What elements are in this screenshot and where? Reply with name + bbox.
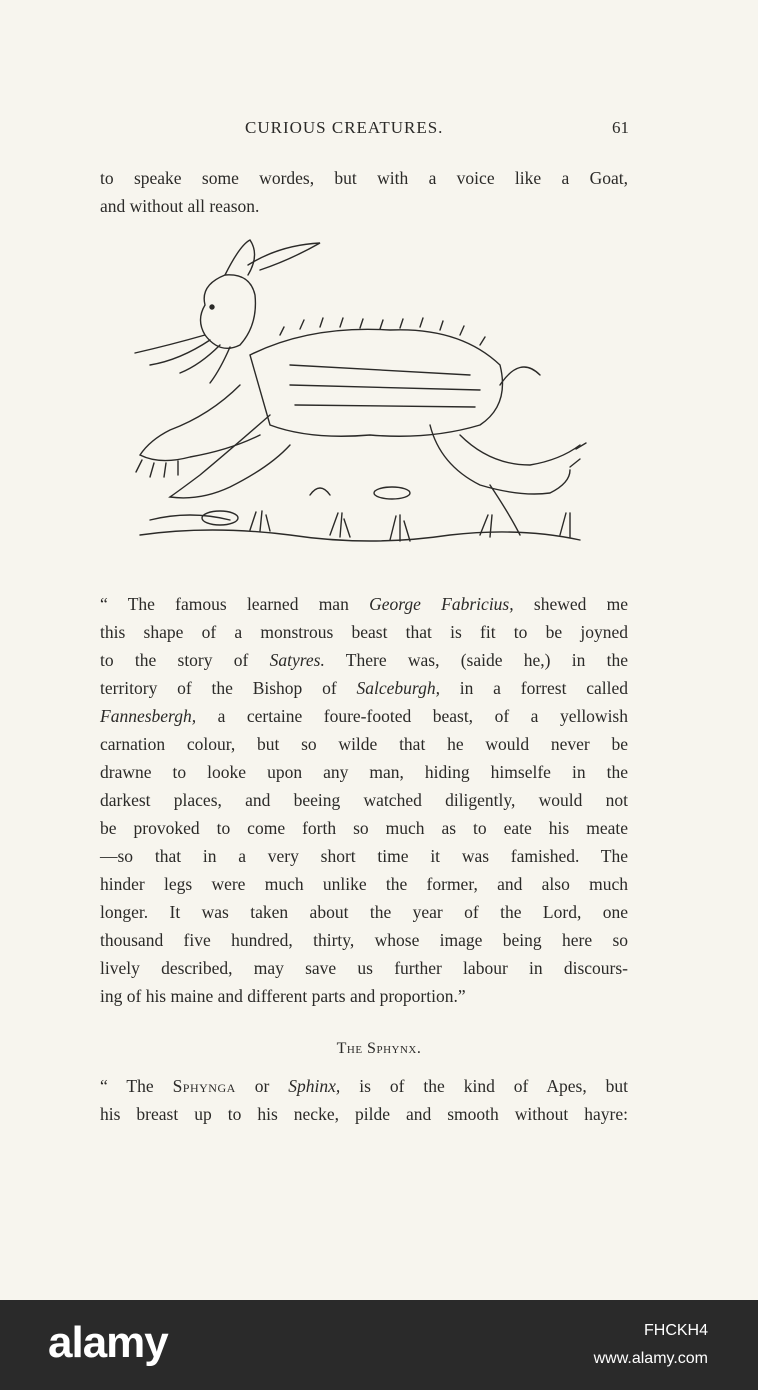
text-run: shewed me bbox=[513, 594, 629, 614]
text-run: “ The famous learned man bbox=[100, 594, 370, 614]
page-number: 61 bbox=[612, 118, 629, 137]
text-line: carnation colour, but so wilde that he would never be bbox=[100, 734, 628, 754]
text-line: hinder legs were much unlike the former, and also much bbox=[100, 874, 628, 894]
text-line: —so that in a very short time it was famished. The bbox=[100, 846, 628, 866]
small-caps-name: Sphynga bbox=[172, 1076, 236, 1096]
satyr-woodcut-illustration bbox=[130, 235, 590, 565]
text-run: is of the kind of Apes, but bbox=[340, 1076, 629, 1096]
italic-name: Satyres. bbox=[269, 650, 325, 670]
text-line: his breast up to his necke, pilde and smooth without hayre: bbox=[100, 1104, 628, 1124]
text-line bbox=[100, 1076, 628, 1097]
text-run: “ The bbox=[100, 1076, 173, 1096]
text-line bbox=[100, 706, 628, 727]
text-line: and without all reason. bbox=[100, 196, 260, 216]
text-line: to speake some wordes, but with a voice like a Goat, bbox=[100, 168, 628, 188]
running-title: CURIOUS CREATURES. bbox=[245, 118, 444, 137]
text-line: longer. It was taken about the year of the Lord, one bbox=[100, 902, 628, 922]
text-run: territory of the Bishop of bbox=[100, 678, 357, 698]
text-run: a certaine foure-footed beast, of a yellowish bbox=[196, 706, 628, 726]
text-line: lively described, may save us further labour in discours- bbox=[100, 958, 628, 978]
italic-name: Salceburgh, bbox=[356, 678, 440, 698]
text-line: this shape of a monstrous beast that is fit to be joyned bbox=[100, 622, 628, 642]
italic-name: Sphinx, bbox=[288, 1076, 341, 1096]
alamy-logo: alamy bbox=[48, 1318, 168, 1367]
italic-name: Fannesbergh, bbox=[100, 706, 197, 726]
text-run: in a forrest called bbox=[439, 678, 629, 698]
text-line: ing of his maine and different parts and proportion.” bbox=[100, 986, 466, 1006]
text-line: be provoked to come forth so much as to eate his meate bbox=[100, 818, 628, 838]
text-line bbox=[100, 678, 628, 699]
text-run: to the story of bbox=[100, 650, 270, 670]
text-line: thousand five hundred, thirty, whose image being here so bbox=[100, 930, 628, 950]
section-heading: The Sphynx. bbox=[336, 1040, 422, 1057]
image-id: FHCKH4 bbox=[643, 1322, 708, 1339]
site-url: www.alamy.com bbox=[593, 1350, 708, 1367]
text-run: or bbox=[235, 1076, 289, 1096]
text-line: drawne to looke upon any man, hiding himselfe in the bbox=[100, 762, 628, 782]
text-line bbox=[100, 594, 628, 615]
text-line: darkest places, and beeing watched diligently, would not bbox=[100, 790, 628, 810]
text-run: There was, (saide he,) in the bbox=[324, 650, 628, 670]
italic-name: George Fabricius, bbox=[369, 594, 514, 614]
text-line bbox=[100, 650, 628, 671]
